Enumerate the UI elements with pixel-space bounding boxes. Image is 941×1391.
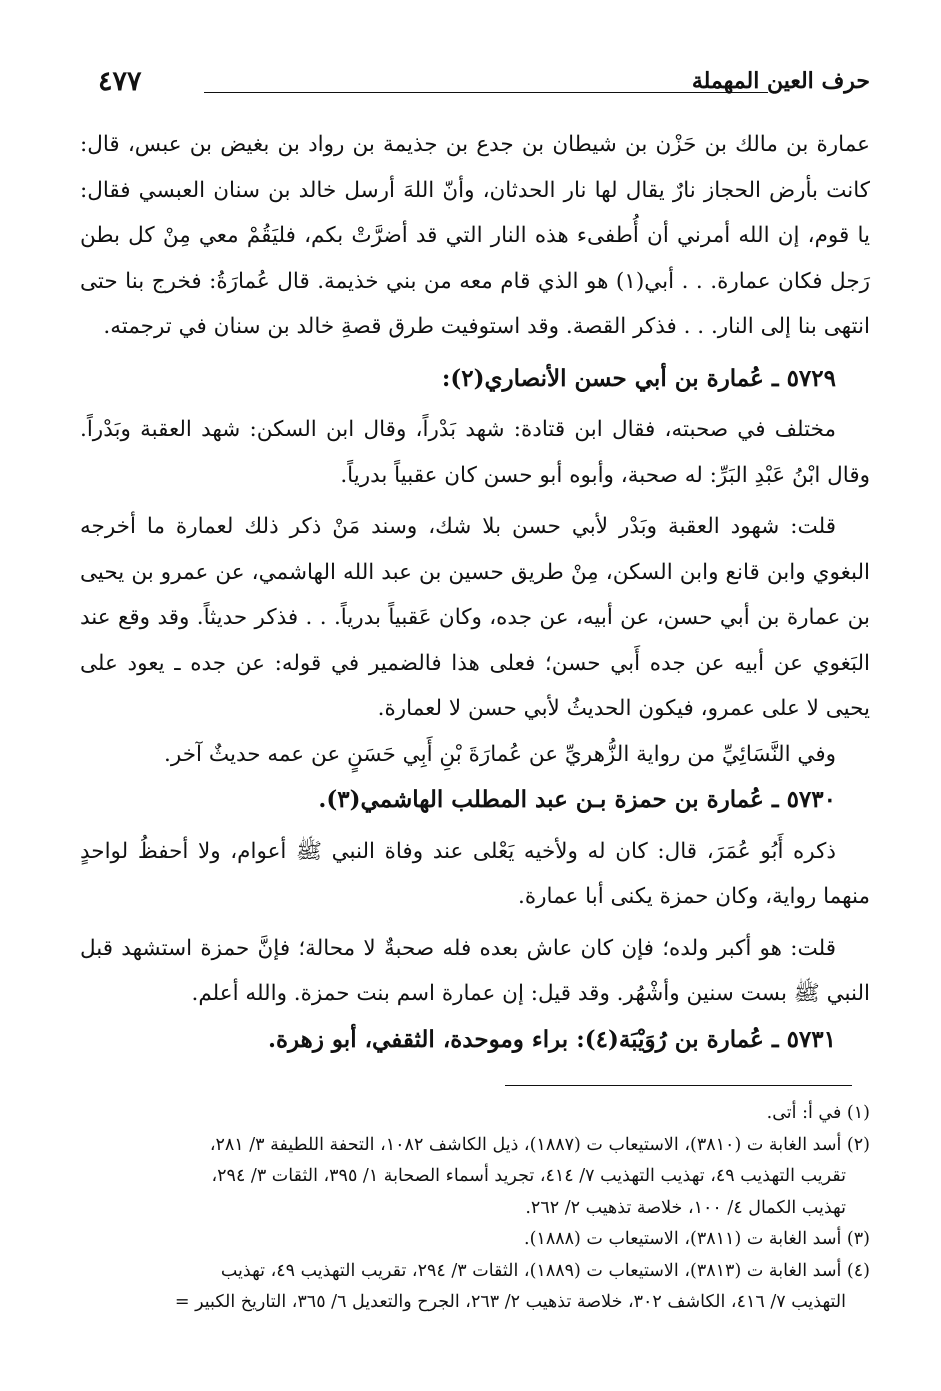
footnote-4: (٤) أسد الغابة ت (٣٨١٣)، الاستيعاب ت (١٨٨٩)، الثقات ٣/ ٢٩٤، تقريب التهذيب ٤٩، تهذيب [220, 1260, 870, 1281]
footnote-2-cont: تقريب التهذيب ٤٩، تهذيب التهذيب ٧/ ٤١٤، تجريد أسماء الصحابة ١/ ٣٩٥، الثقات ٣/ ٢٩٤، [211, 1166, 846, 1186]
entry-heading-5731: ٥٧٣١ ـ عُمارة بن رُوَيْبَة(٤): براء وموحدة، الثقفي، أبو زهرة. [267, 1025, 836, 1053]
footnotes [80, 1098, 870, 1319]
paragraph-3 [80, 504, 870, 732]
header-rule [204, 92, 768, 93]
paragraph-4: وفي النَّسَائِيِّ من رواية الزُّهريِّ عن عُمارَةَ بْنِ أَبِي حَسَنٍ عن عمه حديثٌ آخر. [164, 741, 836, 767]
text-line: قلت: هو أكبر ولده؛ فإن كان عاش بعده فله صحبةٌ لا محالة؛ فإنَّ حمزة استشهد قبل [80, 935, 836, 961]
text-line: كانت بأرض الحجاز نارٌ يقال لها نار الحدثان، وأنّ اللهَ أرسل خالد بن سنان العبسي فقال: [80, 177, 870, 203]
text-line: ذكره أَبُو عُمَرَ، قال: كان له ولأخيه يَعْلى عند وفاة النبي ﷺ أعوام، ولا أحفظُ لواحدٍ [80, 838, 836, 864]
main-text [80, 122, 870, 1062]
text-line: يا قوم، إن الله أمرني أن أُطفىء هذه النار التي قد أضرَّتْ بكم، فليَقُمْ معي مِنْ كل بطن رَجل [80, 223, 870, 294]
paragraph-6 [80, 926, 870, 1017]
text-line: منهما رواية، وكان حمزة يكنى أبا عمارة. [518, 884, 870, 909]
text-line: وبَدْراً. وقال ابْنُ عَبْدِ البَرِّ: له صحبة، وأبوه أبو حسن كان عقبياً بدرياً. [80, 417, 870, 488]
footnote-3: (٣) أسد الغابة ت (٣٨١١)، الاستيعاب ت (١٨٨٨). [524, 1229, 870, 1249]
footnote-1: (١) في أ: أتى. [766, 1103, 870, 1123]
entry-heading-5729: ٥٧٢٩ ـ عُمارة بن أبي حسن الأنصاري(٢): [441, 364, 836, 392]
page-number: ٤٧٧ [98, 66, 142, 97]
text-line: بنا إلى النار. . . فذكر القصة. وقد استوفيت طرق قصةِ خالد بن سنان في ترجمته. [103, 314, 817, 339]
text-line: يحيى بن عمارة بن أبي حسن، عن أبيه، عن جده، وكان عَقبياً بدرياً. . . فذكر حديثاً. وقد [80, 559, 870, 630]
text-line: عمارة بن مالك بن حَزْن بن شيطان بن جدع بن جذيمة بن رواد بن بغيض بن عبس، قال: [80, 132, 870, 157]
running-title: حرف العين المهملة [691, 68, 870, 94]
text-line: مختلف في صحبته، فقال ابن قتادة: شهد بَدْراً، وقال ابن السكن: شهد العقبة [140, 417, 836, 442]
text-line: البغوي وابن قانع وابن السكن، مِنْ طريق حسين بن عبد الله الهاشمي، عن عمرو بن [131, 559, 870, 585]
footnote-rule [505, 1085, 852, 1086]
paragraph-5 [80, 829, 870, 920]
paragraph-2 [80, 407, 870, 498]
paragraph-1 [80, 122, 870, 350]
footnote-2: (٢) أسد الغابة ت (٣٨١٠)، الاستيعاب ت (١٨٨٧)، ذيل الكاشف ١٠٨٢، التحفة اللطيفة ٣/ ٢٨١، [209, 1134, 870, 1155]
page-header [80, 66, 870, 106]
text-line: على يحيى لا على عمرو، فيكون الحديثُ لأبي حسن لا لعمارة. [80, 650, 870, 721]
text-line: قلت: شهود العقبة وبَدْر لأبي حسن بلا شك، وسند مَنْ ذكر ذلك لعمارة ما أخرجه [80, 514, 836, 539]
text-line: النبي ﷺ بست سنين وأشْهُر. وقد قيل: إن عمارة اسم بنت حمزة. والله أعلم. [191, 981, 870, 1006]
entry-heading-5730: ٥٧٣٠ ـ عُمارة بن حمزة بـن عبد المطلب الهاشمي(٣). [318, 786, 836, 813]
text-line: وقع عند البَغوي عن أبيه عن جده أَبي حسن؛ فعلى هذا فالضمير في قوله: عن جده ـ يعود [80, 605, 870, 676]
footnote-4-cont: التهذيب ٧/ ٤١٦، الكاشف ٣٠٢، خلاصة تذهيب ٢/ ٢٦٣، الجرح والتعديل ٦/ ٣٦٥، التاريخ الكبير = [174, 1292, 846, 1312]
text-line: فكان عمارة. . . أبي(١) هو الذي قام معه من بني خذيمة. قال عُمارَةُ: فخرج بنا حتى انتهى [80, 268, 870, 339]
footnote-2-cont: تهذيب الكمال ٤/ ١٠٠، خلاصة تذهيب ٢/ ٢٦٢. [525, 1197, 846, 1218]
